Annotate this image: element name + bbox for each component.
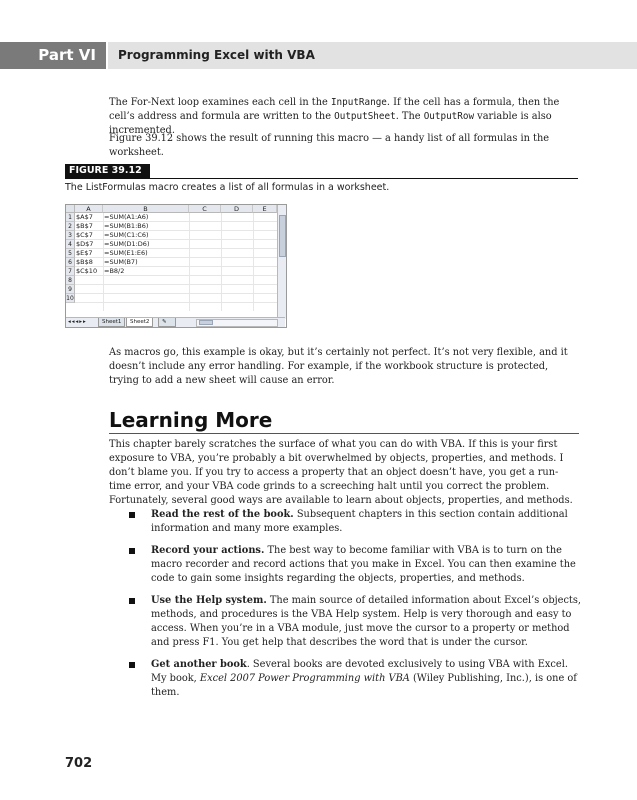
column-header-a[interactable]: A — [75, 205, 103, 213]
vertical-scrollbar[interactable] — [277, 205, 286, 319]
figure-caption: The ListFormulas macro creates a list of all formulas in a worksheet. — [65, 182, 390, 193]
cell-formula[interactable]: =SUM(D1:D6) — [104, 240, 150, 248]
header-bar — [108, 42, 637, 69]
column-header-e[interactable]: E — [253, 205, 277, 213]
intro-paragraph-1: The For-Next loop examines each cell in the InputRange. If the cell has a formula, then the cell’s address and formula are written to the OutputSheet. The OutputRow variable is also incremented. — [109, 97, 560, 136]
bullet-square-icon — [129, 662, 135, 668]
row-header[interactable]: 8 — [66, 276, 75, 285]
row-header[interactable]: 5 — [66, 249, 75, 258]
cell-address[interactable]: $C$7 — [76, 231, 93, 239]
grid-line — [103, 213, 104, 311]
vertical-scroll-thumb[interactable] — [279, 215, 286, 257]
sheet-tab-bar — [66, 317, 285, 327]
row-header[interactable]: 1 — [66, 213, 75, 222]
cell-formula[interactable]: =SUM(B1:B6) — [104, 222, 149, 230]
horizontal-scroll-thumb[interactable] — [199, 320, 213, 325]
section-heading: Learning More — [109, 408, 579, 434]
cell-formula[interactable] — [103, 294, 189, 303]
list-item: Get another book. Several books are devoted exclusively to using VBA with Excel. My book, Excel 2007 Power Programming with VBA (Wiley Publishing, Inc.), is one of them. — [129, 658, 581, 700]
list-item: Record your actions. The best way to become familiar with VBA is to turn on the macro recorder and record actions that you make in Excel. You can then examine the code to gain some insights regarding the objects, properties, and methods. — [129, 544, 581, 586]
column-header-d[interactable]: D — [221, 205, 253, 213]
row-header[interactable]: 10 — [66, 295, 74, 302]
horizontal-scrollbar[interactable] — [196, 319, 278, 327]
cell-address[interactable]: $B$8 — [76, 258, 93, 266]
cell-formula[interactable]: =SUM(A1:A6) — [104, 213, 149, 221]
cell-formula[interactable]: =B8/2 — [104, 267, 125, 275]
cell-formula[interactable]: =SUM(C1:C6) — [104, 231, 149, 239]
tips-list — [129, 508, 581, 708]
cell-formula[interactable]: =SUM(E1:E6) — [104, 249, 148, 257]
list-item: Use the Help system. The main source of detailed information about Excel’s objects, methods, and procedures is the VBA Help system. Help is very thorough and easy to access. When you’re in a VBA module, just move the cursor to a property or method and press F1. You get help that describes the word that is under the cursor. — [129, 594, 581, 650]
spreadsheet-figure — [65, 204, 287, 328]
grid-line — [253, 213, 254, 311]
cell-address[interactable]: $A$7 — [76, 213, 93, 221]
bullet-square-icon — [129, 548, 135, 554]
figure-label-bar — [65, 164, 578, 179]
cell-address[interactable] — [75, 276, 103, 285]
page-header — [0, 42, 637, 69]
grid-line — [221, 213, 222, 311]
row-header[interactable]: 7 — [66, 267, 75, 276]
cell-formula[interactable] — [103, 285, 189, 294]
cell-formula[interactable]: =SUM(B7) — [104, 258, 138, 266]
cell-address[interactable] — [75, 285, 103, 294]
section-intro-paragraph: This chapter barely scratches the surface of what you can do with VBA. If this is your first exposure to VBA, you’re probably a bit overwhelmed by objects, properties, and methods. I don’t blame you. If you try to access a property that an object doesn’t have, you get a run-time error, and your VBA code grinds to a screeching halt until you correct the problem. Fortunately, several good ways are available to learn about objects, properties, and methods. — [109, 439, 573, 506]
cell-address[interactable] — [75, 294, 103, 303]
cell-address[interactable]: $E$7 — [76, 249, 93, 257]
page-number: 702 — [65, 756, 93, 771]
code-outputrow: OutputRow — [423, 111, 475, 122]
cell-address[interactable]: $B$7 — [76, 222, 93, 230]
bullet-square-icon — [129, 512, 135, 518]
sheet-tab-sheet1[interactable]: Sheet1 — [98, 318, 125, 327]
after-figure-paragraph: As macros go, this example is okay, but it’s certainly not perfect. It’s not very flexible, and it doesn’t include any error handling. For example, if the workbook structure is protected, trying to add a new sheet will cause an error. — [109, 347, 568, 386]
cell-formula[interactable] — [103, 276, 189, 285]
row-header[interactable]: 6 — [66, 258, 75, 267]
sheet-nav-arrows-icon[interactable]: ◂◂◂▸▸ — [68, 319, 87, 325]
code-inputrange: InputRange — [330, 97, 387, 108]
figure-number: FIGURE 39.12 — [65, 164, 150, 178]
sheet-tab-sheet2[interactable]: Sheet2 — [126, 318, 153, 327]
code-outputsheet: OutputSheet — [334, 111, 396, 122]
grid-line — [189, 213, 190, 311]
insert-sheet-icon[interactable]: ✎ — [158, 318, 176, 327]
row-header[interactable]: 4 — [66, 240, 75, 249]
row-header[interactable]: 9 — [66, 285, 75, 294]
list-item: Read the rest of the book. Subsequent chapters in this section contain additional information and many more examples. — [129, 508, 581, 536]
row-header[interactable]: 2 — [66, 222, 75, 231]
cell-address[interactable]: $D$7 — [76, 240, 94, 248]
row-header[interactable]: 3 — [66, 231, 75, 240]
intro-paragraph-2: Figure 39.12 shows the result of running this macro — a handy list of all formulas in the worksheet. — [109, 133, 550, 158]
cell-address[interactable]: $C$10 — [76, 267, 98, 275]
chapter-title: Programming Excel with VBA — [118, 48, 315, 62]
column-header-b[interactable]: B — [103, 205, 189, 213]
select-all-corner[interactable] — [66, 205, 75, 213]
column-header-c[interactable]: C — [189, 205, 221, 213]
part-label: Part VI — [0, 42, 106, 69]
bullet-square-icon — [129, 598, 135, 604]
